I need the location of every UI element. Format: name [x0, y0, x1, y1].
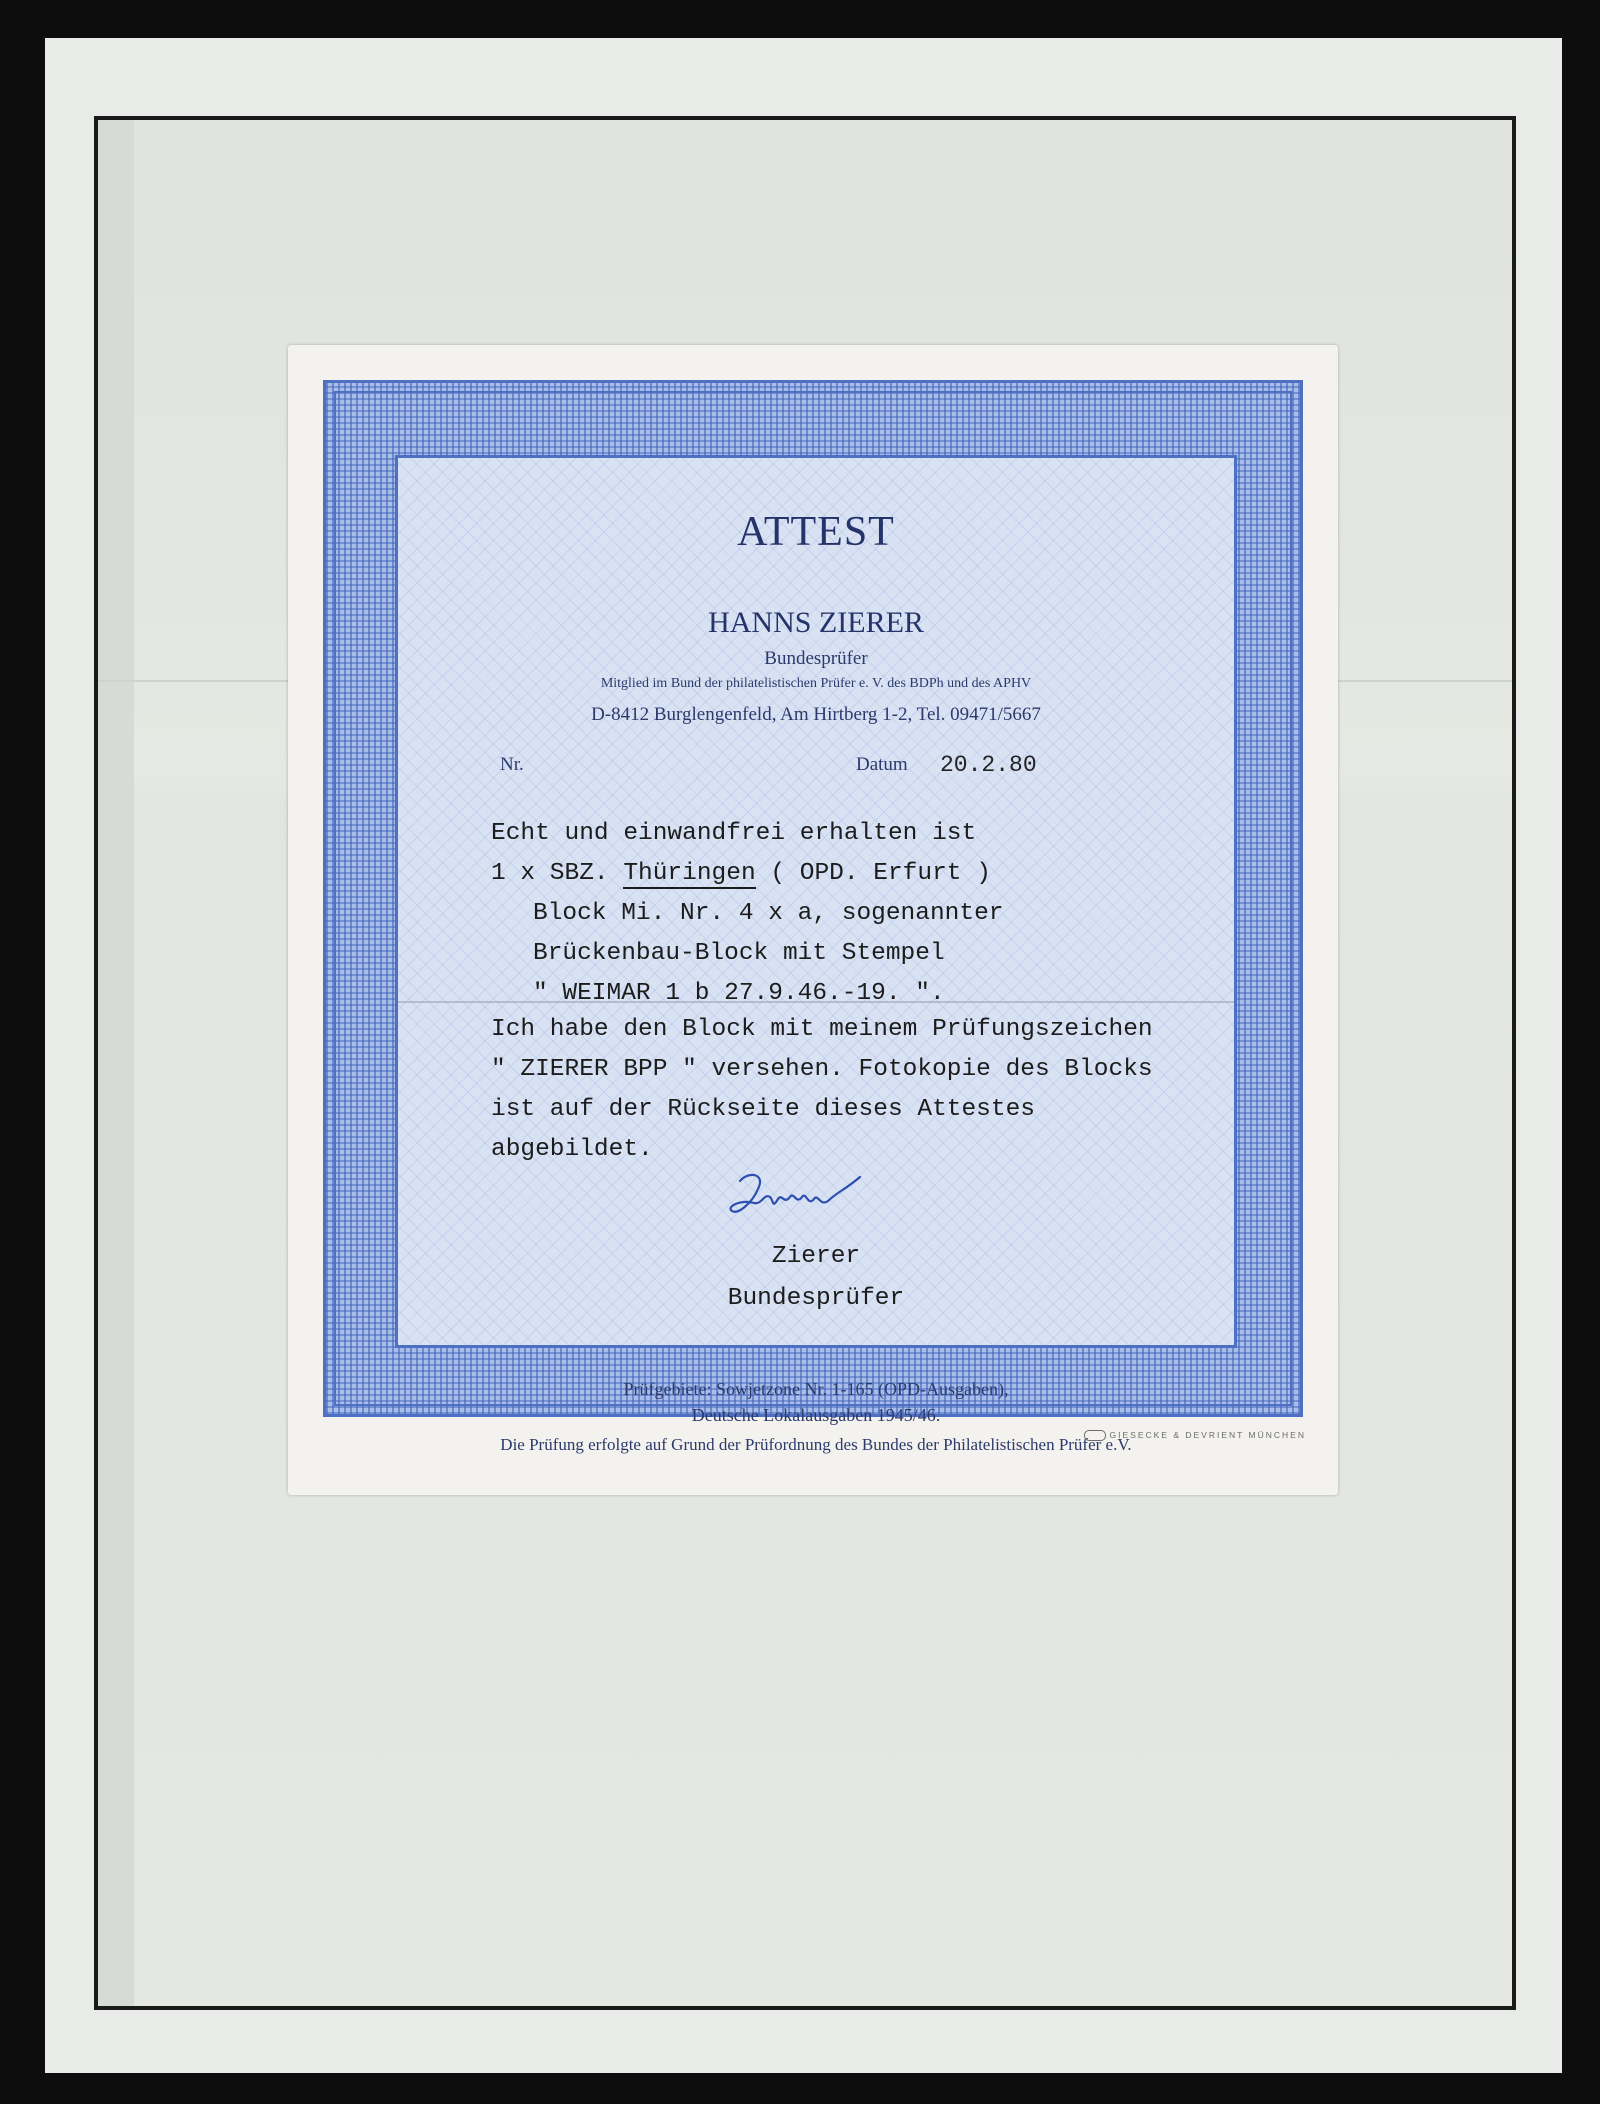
body-line: " WEIMAR 1 b 27.9.46.-19. ".: [533, 980, 945, 1007]
fields-line: Deutsche Lokalausgaben 1945/46.: [691, 1405, 941, 1425]
album-page: [45, 38, 1562, 2073]
signer-title: Bundesprüfer: [727, 1285, 905, 1312]
examiner-role: Bundesprüfer: [764, 648, 868, 669]
body-line-stamp: [491, 860, 991, 887]
album-binding-strip: [98, 120, 134, 2006]
number-label: Nr.: [500, 754, 524, 775]
printer-name: GIESECKE & DEVRIENT MÜNCHEN: [1109, 1430, 1306, 1440]
body-line: abgebildet.: [491, 1136, 653, 1163]
printer-logo-icon: [1084, 1430, 1106, 1441]
region-name: Thüringen: [623, 860, 756, 887]
handwritten-signature: [718, 1163, 878, 1233]
certificate-title: ATTEST: [737, 509, 895, 555]
certificate-sheet: [288, 345, 1338, 1495]
fold-crease: [398, 1001, 1234, 1003]
date-value: 20.2.80: [940, 752, 1037, 778]
printer-imprint: [1084, 1430, 1306, 1441]
regulation-note: Die Prüfung erfolgte auf Grund der Prüfordnung des Bundes der Philatelistischen Prüfer e.V.: [500, 1435, 1132, 1454]
date-label: Datum: [856, 754, 908, 775]
membership-line: Mitglied im Bund der philatelistischen Prüfer e. V. des BDPh und des APHV: [600, 676, 1032, 691]
body-text: 1 x SBZ.: [491, 860, 624, 887]
album-frame: [94, 116, 1516, 2010]
body-text: ( OPD. Erfurt ): [755, 860, 991, 887]
body-line: " ZIERER BPP " versehen. Fotokopie des Blocks: [491, 1056, 1153, 1083]
examiner-address: D-8412 Burglengenfeld, Am Hirtberg 1-2, Tel. 09471/5667: [591, 704, 1041, 725]
body-line: Brückenbau-Block mit Stempel: [533, 940, 945, 967]
fields-line: Prüfgebiete: Sowjetzone Nr. 1-165 (OPD-Ausgaben),: [623, 1379, 1009, 1399]
body-line: Echt und einwandfrei erhalten ist: [491, 820, 977, 847]
examination-fields: [398, 1376, 1234, 1428]
signer-name: Zierer: [771, 1243, 861, 1270]
body-line: ist auf der Rückseite dieses Attestes: [491, 1096, 1035, 1123]
examiner-name: HANNS ZIERER: [708, 606, 924, 639]
body-line: Block Mi. Nr. 4 x a, sogenannter: [533, 900, 1004, 927]
body-line: Ich habe den Block mit meinem Prüfungszeichen: [491, 1016, 1153, 1043]
